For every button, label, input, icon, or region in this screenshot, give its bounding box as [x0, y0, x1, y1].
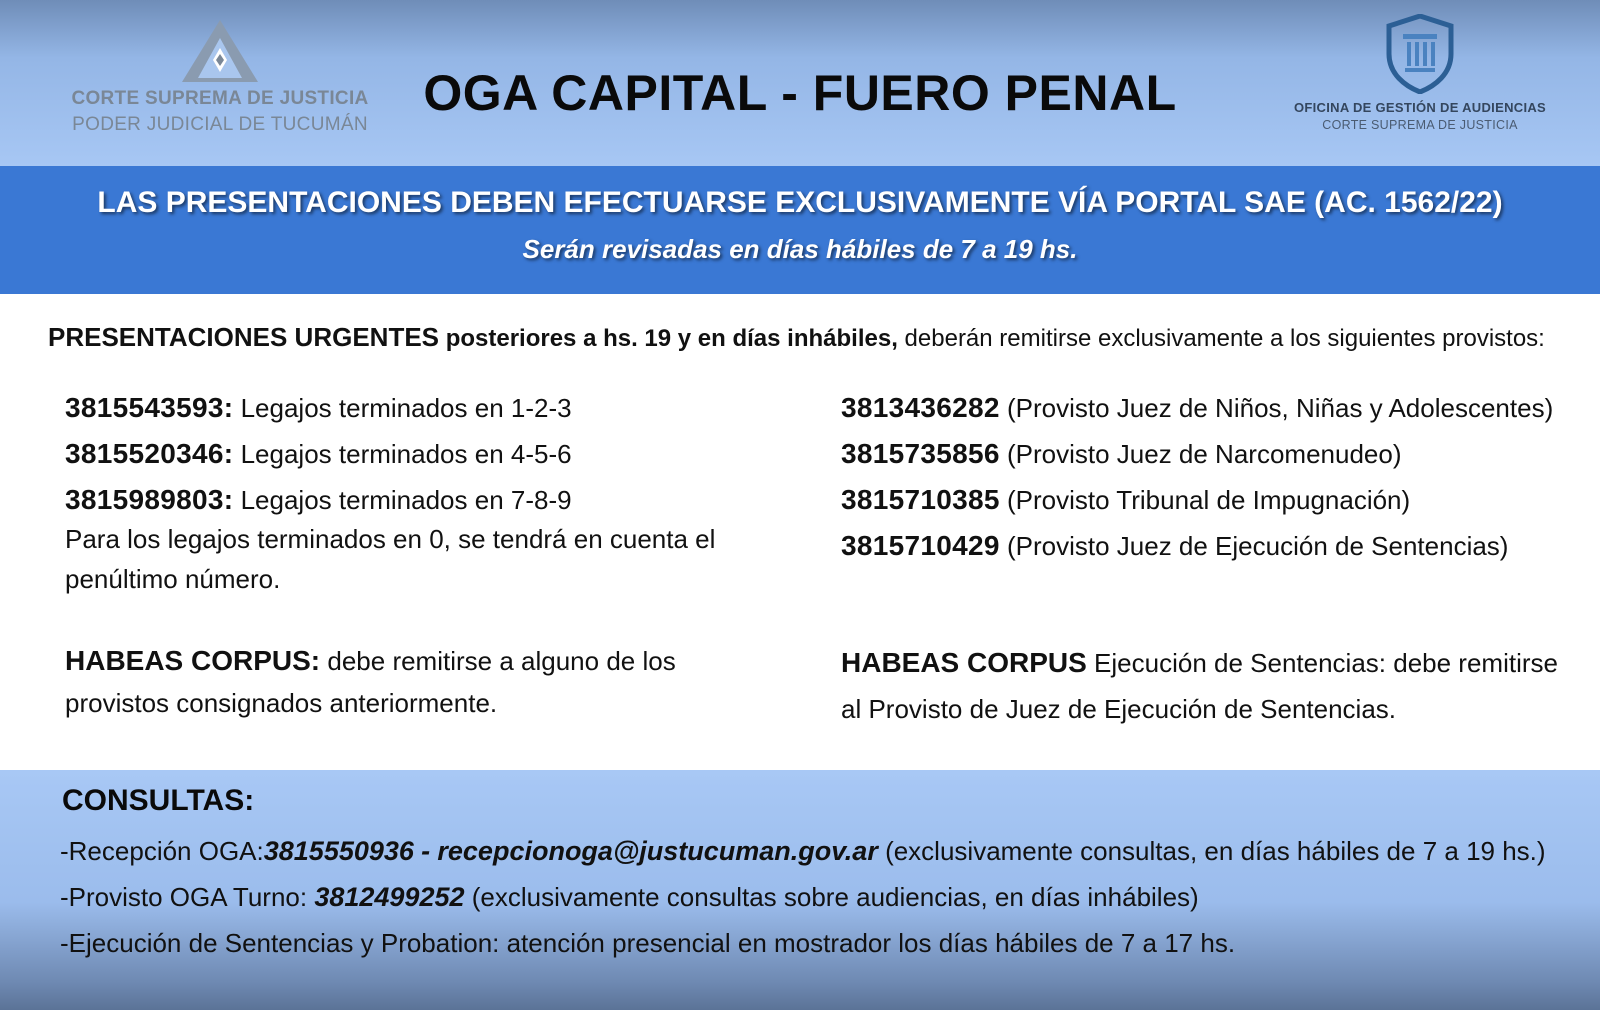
logo-right-line1: OFICINA DE GESTIÓN DE AUDIENCIAS — [1293, 100, 1547, 115]
right-provistos-list — [841, 385, 1600, 569]
list-item-text: (Provisto Juez de Narcomenudeo) — [1006, 439, 1402, 469]
urgent-bold-label: PRESENTACIONES URGENTES — [48, 322, 440, 352]
list-item-text: (Provisto Juez de Ejecución de Sentencias) — [1006, 531, 1509, 561]
corte-suprema-logo — [60, 18, 380, 148]
list-item — [841, 385, 1600, 431]
list-item-text: Legajos terminados en 4-5-6 — [240, 439, 572, 469]
recepcion-label: -Recepción OGA: — [60, 836, 264, 866]
consulta-recepcion-line — [60, 828, 1580, 874]
legajo-zero-note: Para los legajos terminados en 0, se tendrá en cuenta el penúltimo número. — [65, 524, 716, 594]
logo-left-line2: PODER JUDICIAL DE TUCUMÁN — [72, 114, 368, 135]
list-item-text: Legajos terminados en 7-8-9 — [240, 485, 572, 515]
turno-label: -Provisto OGA Turno: — [60, 882, 308, 912]
consulta-ejecucion-line: -Ejecución de Sentencias y Probation: atención presencial en mostrador los días hábiles de 7 a 17 hs. — [60, 928, 1236, 958]
urgent-presentations-line — [48, 322, 1588, 353]
recepcion-separator: - — [421, 836, 431, 866]
phone-number: 3815735856 — [841, 438, 1000, 469]
logo-right-line2: CORTE SUPREMA DE JUSTICIA — [1322, 118, 1518, 132]
habeas-corpus-right — [841, 640, 1561, 732]
sae-banner — [0, 166, 1600, 294]
urgent-rest-text: deberán remitirse exclusivamente a los siguientes provistos: — [904, 325, 1545, 352]
corte-suprema-emblem-icon — [180, 18, 260, 84]
urgent-bold-condition: posteriores a hs. 19 y en días inhábiles, — [445, 325, 898, 352]
phone-number: 3815543593: — [65, 392, 234, 423]
phone-number: 3815710429 — [841, 530, 1000, 561]
consulta-turno-line — [60, 874, 1580, 920]
shield-column-icon — [1385, 14, 1455, 94]
banner-sub-text: Serán revisadas en días hábiles de 7 a 19 hs. — [522, 234, 1078, 264]
recepcion-phone: 3815550936 — [263, 836, 414, 866]
oga-logo — [1280, 14, 1560, 154]
phone-number: 3813436282 — [841, 392, 1000, 423]
phone-number: 3815710385 — [841, 484, 1000, 515]
list-item-text: (Provisto Tribunal de Impugnación) — [1006, 485, 1411, 515]
consultas-footer — [0, 770, 1600, 1010]
recepcion-email-link[interactable]: recepcionoga@justucuman.gov.ar — [437, 836, 878, 866]
list-item — [841, 477, 1600, 523]
logo-left-line1: CORTE SUPREMA DE JUSTICIA — [71, 88, 369, 109]
phone-number: 3815520346: — [65, 438, 234, 469]
consultas-title: CONSULTAS: — [62, 784, 255, 817]
page-title: OGA CAPITAL - FUERO PENAL — [423, 65, 1177, 121]
list-item — [841, 523, 1600, 569]
list-item — [65, 477, 785, 523]
header — [0, 0, 1600, 166]
left-provistos-list — [65, 385, 785, 599]
banner-main-text: LAS PRESENTACIONES DEBEN EFECTUARSE EXCLUSIVAMENTE VÍA PORTAL SAE (AC. 1562/22) — [97, 186, 1503, 219]
habeas-corpus-title: HABEAS CORPUS: — [65, 645, 321, 676]
recepcion-rest-text: (exclusivamente consultas, en días hábiles de 7 a 19 hs.) — [885, 836, 1546, 866]
habeas-corpus-left — [65, 640, 765, 724]
turno-phone: 3812499252 — [314, 882, 465, 912]
list-item — [65, 431, 785, 477]
habeas-corpus-text: Ejecución de Sentencias: debe remitirse al Provisto de Juez de Ejecución de Sentencias. — [841, 648, 1558, 724]
list-item — [65, 385, 785, 431]
phone-number: 3815989803: — [65, 484, 234, 515]
turno-rest-text: (exclusivamente consultas sobre audiencias, en días inhábiles) — [471, 882, 1199, 912]
list-item — [841, 431, 1600, 477]
list-item-text: (Provisto Juez de Niños, Niñas y Adolescentes) — [1006, 393, 1554, 423]
consultas-lines — [60, 828, 1580, 966]
habeas-corpus-text: debe remitirse a alguno de los provistos consignados anteriormente. — [65, 646, 676, 718]
list-item-text: Legajos terminados en 1-2-3 — [240, 393, 572, 423]
habeas-corpus-title: HABEAS CORPUS — [841, 647, 1087, 678]
